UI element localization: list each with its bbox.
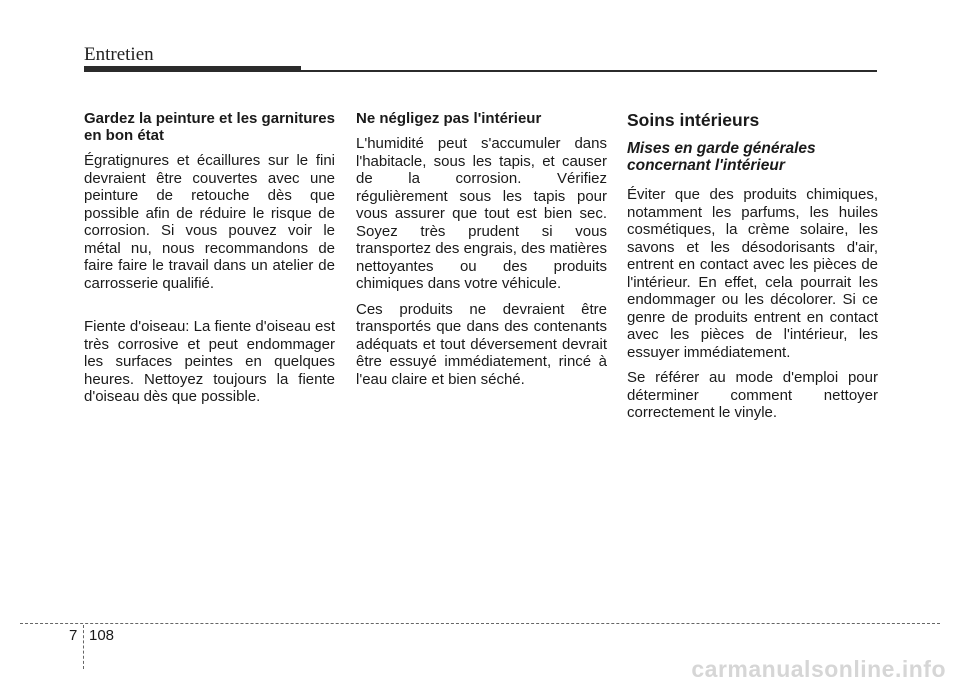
footer-dashed-rule — [20, 623, 940, 624]
column-interior-neglect — [356, 110, 607, 396]
heading-general-warnings: Mises en garde générales concernant l'intérieur — [627, 140, 816, 174]
page-number: 108 — [89, 627, 115, 644]
header-rule-thin — [301, 70, 877, 72]
chapter-number: 7 — [69, 627, 78, 644]
paragraph-scratches: Égratignures et écaillures sur le fini devraient être couvertes avec une peinture de retouche dès que possible afin de réduire le risque de corrosion. Si vous pouvez voir le métal nu, nous recommandons de faire faire le travail dans un atelier de carrosserie qualifié. — [84, 152, 335, 292]
heading-paint-trim: Gardez la peinture et les garnitures en bon état — [84, 110, 335, 144]
paragraph-bird-droppings: Fiente d'oiseau: La fiente d'oiseau est très corrosive et peut endommager les surfaces peintes en quelques heures. Nettoyez toujours la fiente d'oiseau dès que possible. — [84, 318, 335, 405]
header-rule-thick — [84, 66, 301, 72]
column-paint-care — [84, 110, 335, 414]
section-title-interior-care: Soins intérieurs — [627, 110, 760, 130]
paragraph-humidity: L'humidité peut s'accumuler dans l'habitacle, sous les tapis, et causer de la corrosion. Vérifiez régulièrement sous les tapis pour vous assurer que tout est bien sec. Soyez très prudent si vous transportez des engrais, des matières nettoyantes ou des produits chimiques dans votre véhicule. — [356, 135, 607, 292]
footer-dashed-divider — [83, 625, 84, 669]
watermark-text: carmanualsonline.info — [691, 656, 946, 682]
heading-interior-neglect: Ne négligez pas l'intérieur — [356, 110, 542, 127]
paragraph-chemicals: Éviter que des produits chimiques, notamment les parfums, les huiles cosmétiques, la crème solaire, les savons et les désodorisants d'air, entrent en contact avec les pièces de l'intérieur. En effet, cela pourrait les endommager ou les décolorer. Si ce genre de produits entrent en contact avec les pièces de l'intérieur, les essuyer immédiatement. — [627, 186, 878, 361]
column-interior-care — [627, 110, 878, 430]
paragraph-products-transport: Ces produits ne devraient être transportés que dans des contenants adéquats et tout déversement devrait être essuyé immédiatement, rincé à l'eau claire et bien séché. — [356, 300, 607, 388]
paragraph-vinyl: Se référer au mode d'emploi pour déterminer comment nettoyer correctement le vinyle. — [627, 369, 878, 421]
page-header-title: Entretien — [84, 44, 154, 65]
